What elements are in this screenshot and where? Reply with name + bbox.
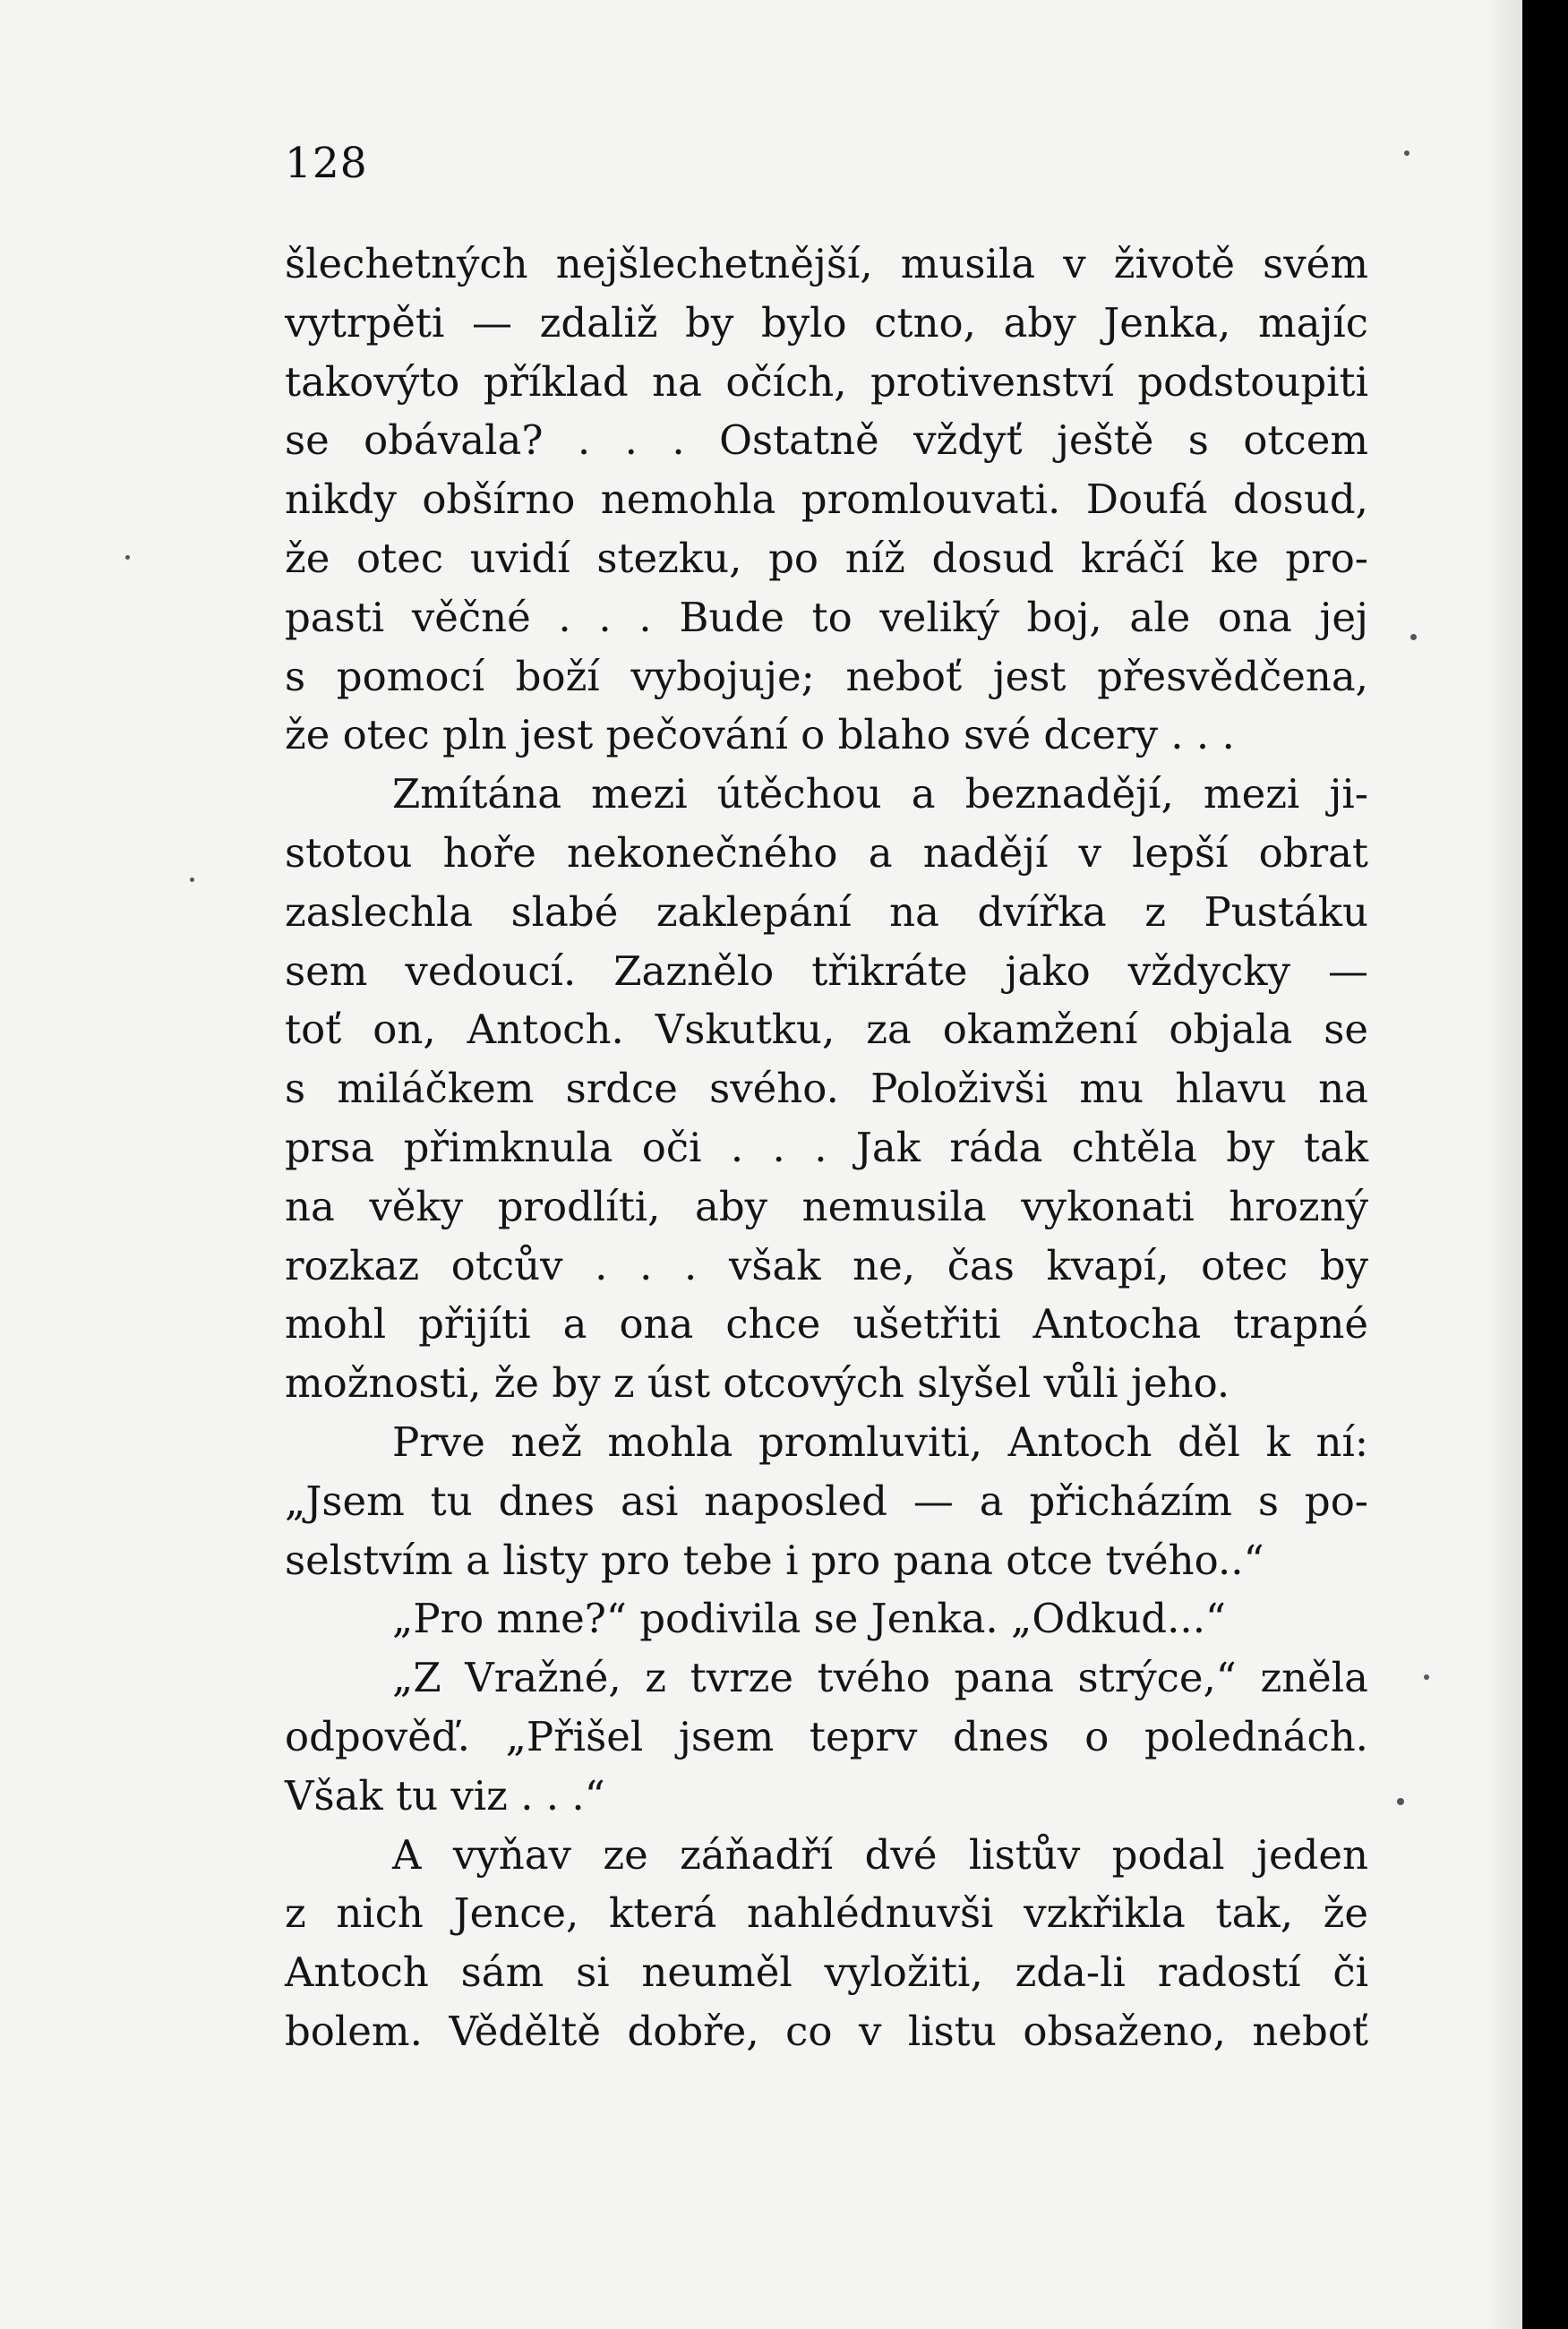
text-line: z nich Jence, která nahlédnuvši vzkřikla tak, že [285,1889,1368,1938]
text-line: možnosti, že by z úst otcových slyšel vůli jeho. [285,1359,1230,1408]
page-number: 128 [285,139,368,188]
text-line: Prve než mohla promluviti, Antoch děl k ní: [392,1417,1368,1466]
text-line: mohl přijíti a ona chce ušetřiti Antocha trapné [285,1300,1368,1349]
text-line: odpověď. „Přišel jsem teprv dnes o polednách. [285,1712,1368,1760]
text-line: šlechetných nejšlechetnější, musila v životě svém [285,240,1368,287]
text-line: vytrpěti — zdaliž by bylo ctno, aby Jenka, majíc [285,298,1368,347]
text-line: „Z Vražné, z tvrze tvého pana strýce,“ zněla [392,1654,1368,1702]
text-line: toť on, Antoch. Vskutku, za okamžení objala se [285,1006,1368,1054]
text-line: na věky prodlíti, aby nemusila vykonati hrozný [285,1182,1368,1230]
text-line: Antoch sám si neuměl vyložiti, zda-li radostí či [285,1948,1368,1997]
text-line: pasti věčné . . . Bude to veliký boj, ale ona jej [285,593,1368,641]
page-edge-shadow [1487,0,1522,2329]
text-line: selstvím a listy pro tebe i pro pana otce tvého..“ [285,1536,1264,1584]
text-line: „Pro mne?“ podivila se Jenka. „Odkud...“ [392,1595,1227,1643]
paper-speck [1424,1674,1429,1680]
text-line: rozkaz otcův . . . však ne, čas kvapí, otec by [285,1241,1368,1289]
text-line: nikdy obšírno nemohla promlouvati. Doufá dosud, [285,475,1368,524]
text-line: Však tu viz . . .“ [285,1771,605,1820]
text-line: zaslechla slabé zaklepání na dvířka z Pustáku [285,887,1368,936]
text-line: „Jsem tu dnes asi naposled — a přicházím s po- [285,1477,1368,1525]
text-line: se obávala? . . . Ostatně vždyť ještě s otcem [285,416,1368,465]
text-line: A vyňav ze záňadří dvé listův podal jeden [392,1830,1368,1879]
text-line: sem vedoucí. Zaznělo třikráte jako vždycky — [285,946,1368,995]
body-text [285,235,1368,2061]
paper-speck [190,878,194,882]
text-line: bolem. Věděltě dobře, co v listu obsaženo, neboť [285,2007,1368,2055]
text-line: s miláčkem srdce svého. Položivši mu hlavu na [285,1065,1368,1113]
text-line: takovýto příklad na očích, protivenství podstoupiti [285,357,1368,406]
text-line: že otec pln jest pečování o blaho své dcery . . . [285,711,1235,759]
text-line: stotou hoře nekonečného a nadějí v lepší obrat [285,828,1368,877]
text-line: Zmítána mezi útěchou a beznadějí, mezi ji- [392,770,1368,818]
paper-speck [1410,634,1417,640]
paper-speck [125,555,130,560]
text-line: prsa přimknula oči . . . Jak ráda chtěla by tak [285,1123,1368,1171]
paper-speck [1397,1798,1404,1805]
text-line: že otec uvidí stezku, po níž dosud kráčí ke pro- [285,534,1368,582]
paper-speck [1404,150,1409,156]
text-line: s pomocí boží vybojuje; neboť jest přesvědčena, [285,652,1368,700]
